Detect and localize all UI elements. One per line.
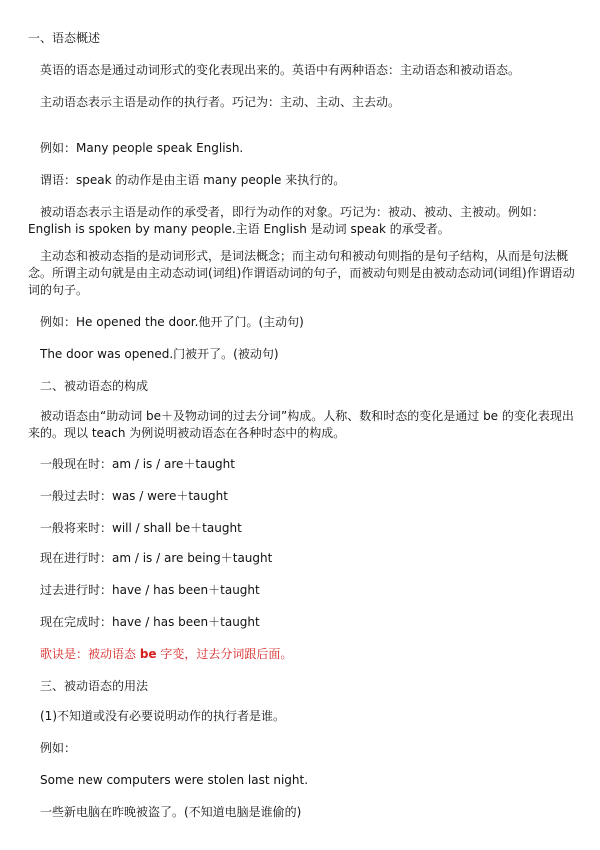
paragraph-voice-vs-sentence: 主动态和被动态指的是动词形式，是词法概念；而主动句和被动句则指的是句子结构，从而是句法概念。所谓主动句就是由主动态动词(词组)作谓语动词的句子，而被动句则是由被动态动词(词组)作谓语动词的句子。 bbox=[28, 249, 575, 297]
paragraph-example-passive-sentence: The door was opened.门被开了。(被动句) bbox=[40, 347, 279, 361]
mnemonic-keyword: be bbox=[139, 647, 157, 661]
paragraph-voice-intro: 英语的语态是通过动词形式的变化表现出来的。英语中有两种语态：主动语态和被动语态。 bbox=[40, 63, 521, 77]
mnemonic-suffix: 字变，过去分词跟后面。 bbox=[156, 647, 293, 661]
tense-simple-past: 一般过去时：was / were＋taught bbox=[40, 489, 228, 503]
tense-simple-present: 一般现在时：am / is / are＋taught bbox=[40, 457, 235, 471]
paragraph-usage-1: (1)不知道或没有必要说明动作的执行者是谁。 bbox=[40, 709, 285, 723]
paragraph-example-english: Some new computers were stolen last night. bbox=[40, 773, 309, 787]
paragraph-passive-voice: 被动语态表示主语是动作的承受者，即行为动作的对象。巧记为：被动、被动、主被动。例如：English is spoken by many people.主语 English 是动词 speak 的承受者。 bbox=[28, 205, 545, 236]
mnemonic-line bbox=[28, 646, 576, 663]
paragraph-example-label: 例如： bbox=[40, 741, 77, 755]
paragraph-predicate-note: 谓语：speak 的动作是由主语 many people 来执行的。 bbox=[40, 173, 346, 187]
paragraph-example-active: 例如：Many people speak English. bbox=[40, 141, 244, 155]
paragraph-passive-structure: 被动语态由“助动词 be＋及物动词的过去分词”构成。人称、数和时态的变化是通过 be 的变化表现出来的。现以 teach 为例说明被动语态在各种时态中的构成。 bbox=[28, 409, 574, 440]
paragraph-active-voice: 主动语态表示主语是动作的执行者。巧记为：主动、主动、主去动。 bbox=[40, 95, 401, 109]
paragraph-example-chinese: 一些新电脑在昨晚被盗了。(不知道电脑是谁偷的) bbox=[40, 805, 302, 819]
tense-simple-future: 一般将来时：will / shall be＋taught bbox=[40, 521, 242, 535]
section-3-heading: 三、被动语态的用法 bbox=[40, 679, 149, 693]
mnemonic-prefix: 歌诀是：被动语态 bbox=[40, 647, 140, 661]
tense-present-perfect: 现在完成时：have / has been＋taught bbox=[40, 615, 260, 629]
section-1-heading: 一、语态概述 bbox=[28, 31, 101, 45]
paragraph-example-active-sentence: 例如：He opened the door.他开了门。(主动句) bbox=[40, 315, 304, 329]
tense-past-progressive: 过去进行时：have / has been＋taught bbox=[40, 583, 260, 597]
tense-present-progressive: 现在进行时：am / is / are being＋taught bbox=[40, 551, 273, 565]
section-2-heading: 二、被动语态的构成 bbox=[40, 379, 149, 393]
